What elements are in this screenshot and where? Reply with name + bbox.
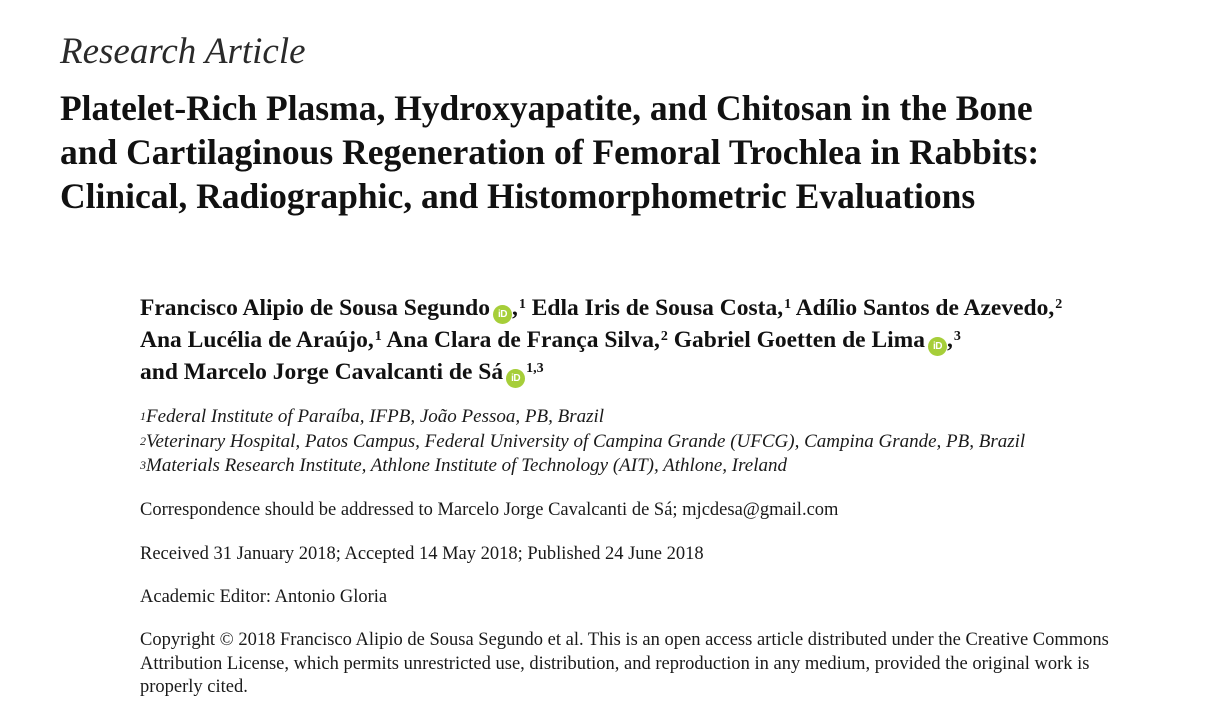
affiliation-text: Materials Research Institute, Athlone Institute of Technology (AIT), Athlone, Ireland (146, 455, 787, 476)
author-affiliation-ref: 1 (784, 297, 792, 312)
author-list (140, 292, 1200, 388)
affiliation-number: 3 (140, 458, 146, 472)
author-affiliation-ref: 1 (374, 329, 382, 344)
author-name: Marcelo Jorge Cavalcanti de Sá (183, 359, 504, 385)
author-line (140, 356, 1200, 388)
title-line: Platelet-Rich Plasma, Hydroxyapatite, and Chitosan in the Bone (60, 88, 1033, 128)
article-title (60, 86, 1210, 218)
title-line: and Cartilaginous Regeneration of Femoral Trochlea in Rabbits: (60, 132, 1040, 172)
title-line: Clinical, Radiographic, and Histomorphometric Evaluations (60, 176, 976, 216)
author-name: Francisco Alipio de Sousa Segundo (140, 295, 490, 321)
orcid-icon[interactable]: iD (506, 369, 525, 388)
affiliation-text: Federal Institute of Paraíba, IFPB, João Pessoa, PB, Brazil (146, 406, 605, 427)
author-name: Ana Lucélia de Araújo (140, 327, 368, 353)
correspondence-line: Correspondence should be addressed to Marcelo Jorge Cavalcanti de Sá; mjcdesa@gmail.com (140, 500, 839, 520)
orcid-icon[interactable]: iD (928, 337, 947, 356)
author-name: Gabriel Goetten de Lima (673, 327, 925, 353)
copyright-line: Copyright © 2018 Francisco Alipio de Sousa Segundo et al. This is an open access article distributed under the Creative Commons (140, 630, 1109, 650)
author-affiliation-ref: 3 (953, 329, 961, 344)
author-line: Francisco Alipio de Sousa Segundo iD ,$^1$ Edla Iris de Sousa Costa,$^1$ Adílio Santos de Azevedo,$^2$ (140, 292, 1200, 324)
copyright-notice (140, 629, 1190, 700)
publication-history: Received 31 January 2018; Accepted 14 May 2018; Published 24 June 2018 (140, 544, 704, 564)
author-connector: and (140, 359, 178, 385)
article-type: Research Article (60, 31, 306, 72)
affiliation-number: 1 (140, 409, 146, 423)
author-name: Ana Clara de França Silva (386, 327, 654, 353)
copyright-line: properly cited. (140, 677, 248, 697)
academic-editor: Academic Editor: Antonio Gloria (140, 587, 388, 607)
author-affiliation-ref: 1,3 (526, 361, 544, 376)
author-line: Ana Lucélia de Araújo,$^1$ Ana Clara de França Silva,$^2$ Gabriel Goetten de Lima iD ,$^3$ (140, 324, 1200, 356)
author-affiliation-ref: 2 (1055, 297, 1063, 312)
author-name: Edla Iris de Sousa Costa (531, 295, 778, 321)
affiliation-text: Veterinary Hospital, Patos Campus, Federal University of Campina Grande (UFCG), Campina Grande, PB, Brazil (146, 430, 1026, 452)
affiliation-list (140, 405, 1025, 479)
author-name: Adílio Santos de Azevedo (795, 295, 1049, 321)
author-affiliation-ref: 1 (518, 297, 526, 312)
affiliation-item (140, 430, 1025, 455)
orcid-icon[interactable]: iD (493, 305, 512, 324)
affiliation-number: 2 (140, 433, 146, 448)
affiliation-item (140, 405, 1025, 430)
affiliation-item (140, 454, 1025, 479)
copyright-line: Attribution License, which permits unrestricted use, distribution, and reproduction in any medium, provided the original work is (140, 653, 1090, 674)
author-affiliation-ref: 2 (660, 329, 668, 344)
